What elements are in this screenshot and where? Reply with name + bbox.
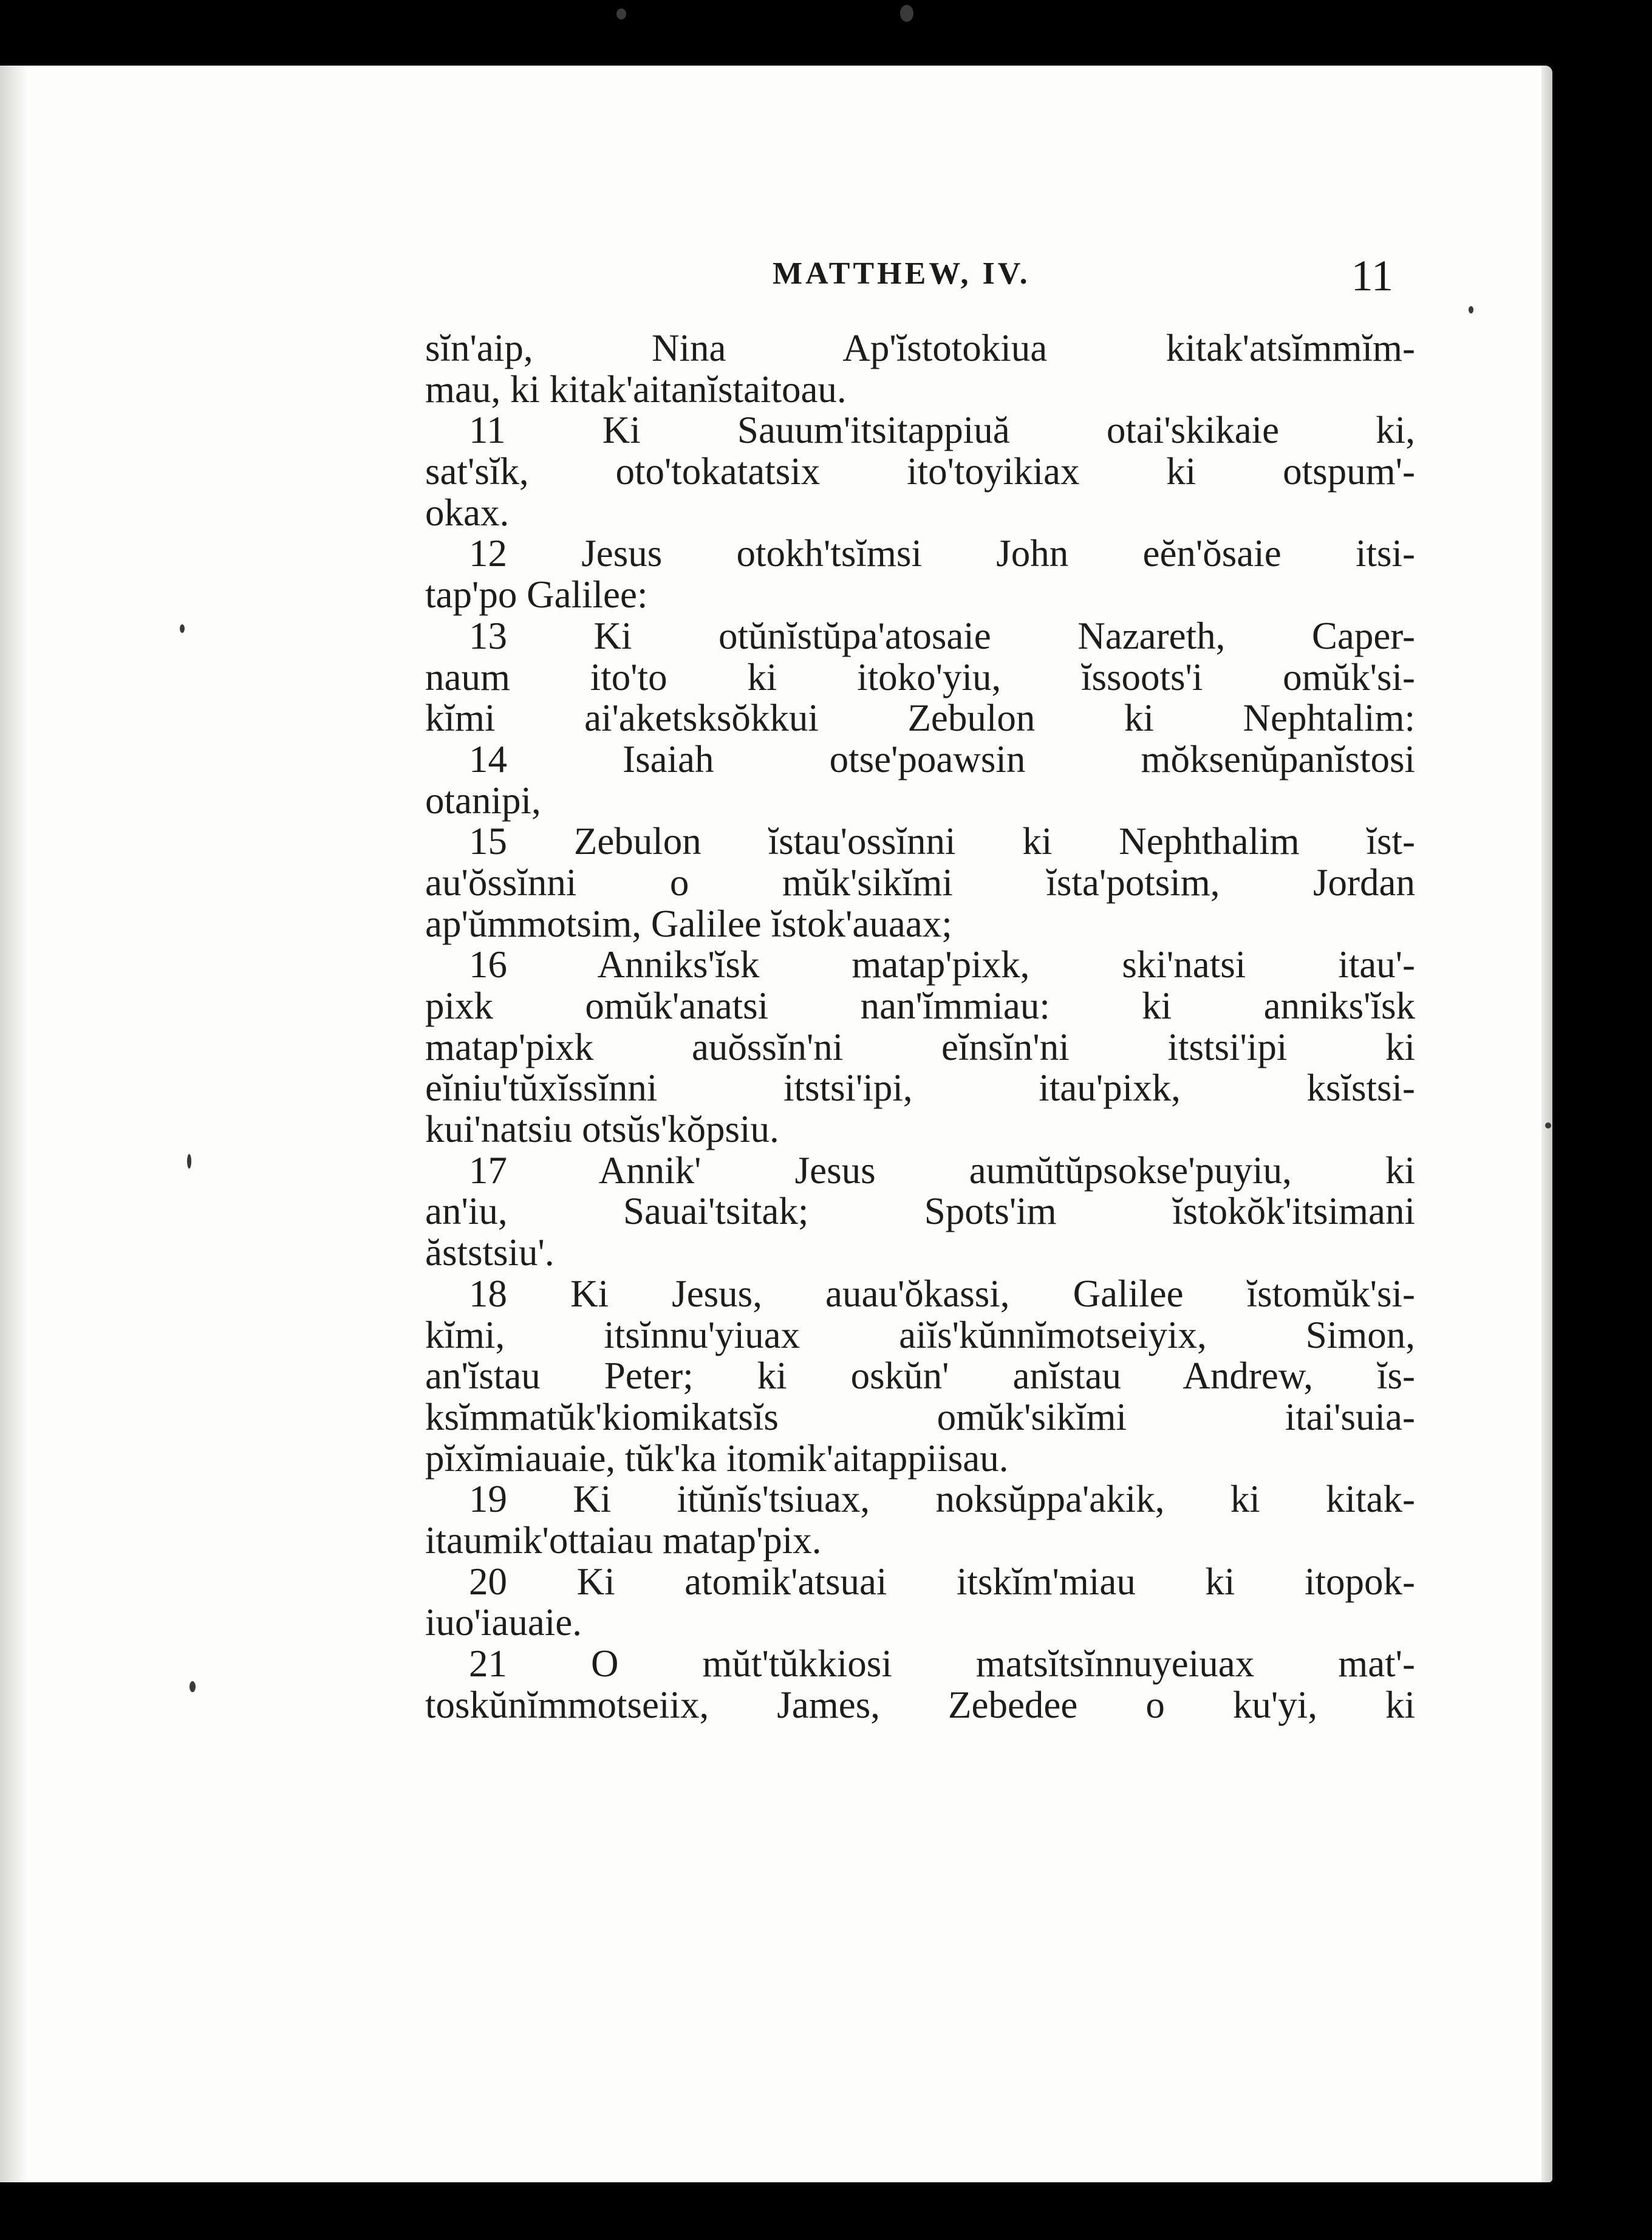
text-line: kui'natsiu otsŭs'kŏpsiu. bbox=[425, 1108, 779, 1151]
verse-line: 17 Annik' Jesus aumŭtŭpsokse'puyiu, ki bbox=[469, 1149, 1415, 1192]
scan-speck bbox=[189, 1681, 196, 1692]
text-line: an'ĭstau Peter; ki oskŭn' anĭstau Andrew, ĭs- bbox=[425, 1354, 1415, 1398]
verse-line: 15 Zebulon ĭstau'ossĭnni ki Nephthalim ĭst- bbox=[469, 820, 1415, 863]
text-line: otanipi, bbox=[425, 779, 541, 822]
scan-speck bbox=[616, 9, 626, 19]
text-line: pixk omŭk'anatsi nan'ĭmmiau: ki anniks'ĭsk bbox=[425, 985, 1415, 1027]
text-line: mau, ki kitak'aitanĭstaitoau. bbox=[425, 367, 847, 411]
body-text bbox=[425, 328, 1415, 1726]
text-line: kĭmi ai'aketsksŏkkui Zebulon ki Nephtalim: bbox=[425, 697, 1415, 740]
verse-line: 19 Ki itŭnĭs'tsiuax, noksŭppa'akik, ki kitak- bbox=[469, 1478, 1415, 1521]
running-head: MATTHEW, IV. bbox=[773, 256, 1031, 291]
gutter-shadow bbox=[0, 66, 28, 2182]
text-line: ksĭmmatŭk'kiomikatsĭs omŭk'sikĭmi itai'suia- bbox=[425, 1395, 1415, 1438]
verse-line: 12 Jesus otokh'tsĭmsi John eĕn'ŏsaie itsi- bbox=[469, 532, 1415, 575]
page-header bbox=[425, 251, 1415, 299]
text-line: naum ito'to ki itoko'yiu, ĭssoots'i omŭk'si- bbox=[425, 655, 1415, 698]
text-line: pĭxĭmiauaie, tŭk'ka itomik'aitappiisau. bbox=[425, 1436, 1009, 1480]
text-line: kĭmi, itsĭnnu'yiuax aiĭs'kŭnnĭmotseiyix, Simon, bbox=[425, 1313, 1415, 1356]
scan-speck bbox=[1469, 306, 1473, 313]
text-line: toskŭnĭmmotseiix, James, Zebedee o ku'yi, ki bbox=[425, 1683, 1415, 1726]
scan-speck bbox=[1545, 1122, 1551, 1129]
text-line: eĭniu'tŭxĭssĭnni itstsi'ipi, itau'pixk, ksĭstsi- bbox=[425, 1067, 1415, 1110]
text-line: sat'sĭk, oto'tokatatsix ito'toyikiax ki otspum'- bbox=[425, 450, 1415, 493]
verse-line: 14 Isaiah otse'poawsin mŏksenŭpanĭstosi bbox=[469, 737, 1415, 780]
scan-speck bbox=[180, 624, 185, 633]
scan-speck bbox=[900, 5, 913, 22]
text-line: matap'pixk auŏssĭn'ni eĭnsĭn'ni itstsi'ipi ki bbox=[425, 1025, 1415, 1068]
text-line: iuo'iauaie. bbox=[425, 1601, 582, 1644]
verse-line: 16 Anniks'ĭsk matap'pixk, ski'natsi itau'- bbox=[469, 943, 1415, 986]
verse-line: 18 Ki Jesus, auau'ŏkassi, Galilee ĭstomŭk'si- bbox=[469, 1272, 1415, 1315]
text-line: ap'ŭmmotsim, Galilee ĭstok'auaax; bbox=[425, 902, 952, 945]
verse-line: 11 Ki Sauum'itsitappiuă otai'skikaie ki, bbox=[469, 409, 1415, 452]
scan-speck bbox=[187, 1154, 191, 1169]
text-line: au'ŏssĭnni o mŭk'sikĭmi ĭsta'potsim, Jordan bbox=[425, 861, 1415, 904]
text-line: sĭn'aip, Nina Ap'ĭstotokiua kitak'atsĭmmĭm- bbox=[425, 327, 1415, 369]
text-line: an'iu, Sauai'tsitak; Spots'im ĭstokŏk'itsimani bbox=[425, 1190, 1415, 1233]
verse-line: 13 Ki otŭnĭstŭpa'atosaie Nazareth, Caper- bbox=[469, 614, 1415, 657]
verse-line: 21 O mŭt'tŭkkiosi matsĭtsĭnnuyeiuax mat'- bbox=[469, 1642, 1415, 1685]
text-line: tap'po Galilee: bbox=[425, 573, 648, 616]
page-number: 11 bbox=[1351, 251, 1393, 300]
text-line: ăststsiu'. bbox=[425, 1231, 555, 1274]
text-line: okax. bbox=[425, 491, 510, 534]
verse-line: 20 Ki atomik'atsuai itskĭm'miau ki itopok- bbox=[469, 1560, 1415, 1603]
text-line: itaumik'ottaiau matap'pix. bbox=[425, 1518, 822, 1562]
